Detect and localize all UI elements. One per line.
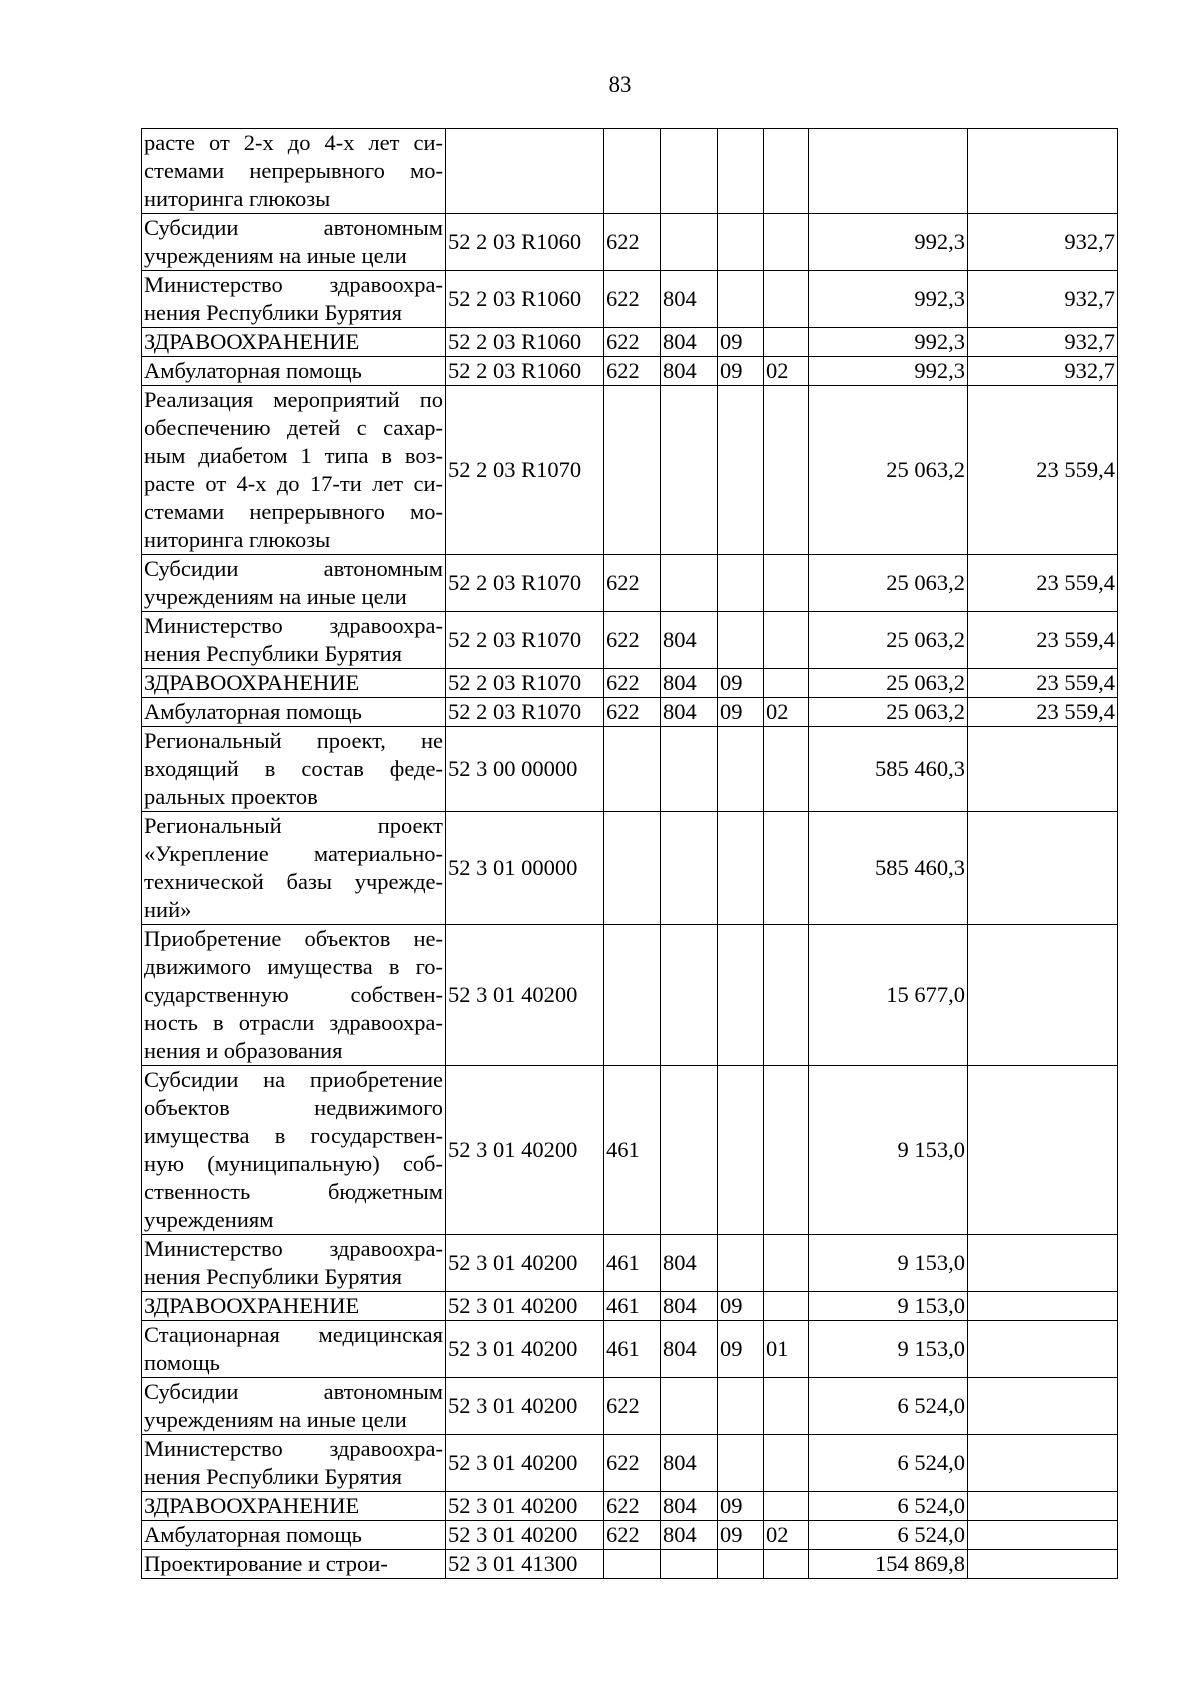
administrator-cell (661, 214, 718, 271)
table-row (142, 1550, 1118, 1579)
section-cell (718, 727, 764, 812)
section-cell: 09 (718, 1292, 764, 1321)
amount-year1-cell: 25 063,2 (809, 698, 968, 727)
item-name-line: ность в отрасли здравоохра- (144, 1010, 443, 1035)
item-name-cell (142, 328, 446, 357)
item-name-cell (142, 1435, 446, 1492)
item-name-line: ЗДРАВООХРАНЕНИЕ (144, 329, 360, 354)
expense-type-cell: 622 (604, 271, 661, 328)
item-name-cell (142, 357, 446, 386)
item-name-line: Субсидии автономным (144, 1379, 443, 1404)
expense-type-cell: 622 (604, 1378, 661, 1435)
administrator-cell: 804 (661, 669, 718, 698)
administrator-cell (661, 1378, 718, 1435)
administrator-cell: 804 (661, 612, 718, 669)
amount-year2-cell (968, 1321, 1118, 1378)
section-cell: 09 (718, 357, 764, 386)
table-row (142, 727, 1118, 812)
item-name-line: сударственную собствен- (144, 982, 443, 1007)
administrator-cell (661, 129, 718, 214)
expense-type-cell: 622 (604, 612, 661, 669)
amount-year1-cell: 25 063,2 (809, 386, 968, 555)
administrator-cell: 804 (661, 271, 718, 328)
item-name-cell (142, 812, 446, 925)
target-code-cell: 52 3 00 00000 (446, 727, 604, 812)
item-name-line: Проектирование и строи- (144, 1551, 388, 1576)
section-cell: 09 (718, 698, 764, 727)
amount-year1-cell: 25 063,2 (809, 669, 968, 698)
target-code-cell: 52 3 01 40200 (446, 1435, 604, 1492)
item-name-line: расте от 2-х до 4-х лет си- (144, 130, 443, 155)
item-name-line: Субсидии автономным (144, 215, 443, 240)
section-cell (718, 271, 764, 328)
item-name-cell (142, 1492, 446, 1521)
table-row (142, 129, 1118, 214)
item-name-cell (142, 612, 446, 669)
subsection-cell (764, 1492, 809, 1521)
subsection-cell (764, 612, 809, 669)
table-row (142, 214, 1118, 271)
item-name-line: Министерство здравоохра- (144, 613, 443, 638)
item-name-line: Приобретение объектов не- (144, 926, 443, 951)
expense-type-cell (604, 1550, 661, 1579)
subsection-cell (764, 555, 809, 612)
amount-year1-cell: 585 460,3 (809, 727, 968, 812)
table-row (142, 698, 1118, 727)
expense-type-cell: 622 (604, 328, 661, 357)
item-name-line: нения Республики Бурятия (144, 641, 403, 666)
item-name-line: нения и образования (144, 1038, 343, 1063)
item-name-line: Региональный проект (144, 813, 443, 838)
item-name-line: расте от 4-х до 17-ти лет си- (144, 471, 443, 496)
amount-year1-cell: 9 153,0 (809, 1292, 968, 1321)
amount-year1-cell: 992,3 (809, 214, 968, 271)
amount-year1-cell: 6 524,0 (809, 1521, 968, 1550)
item-name-line: учреждениям на иные цели (144, 584, 407, 609)
target-code-cell: 52 2 03 R1060 (446, 271, 604, 328)
subsection-cell (764, 1550, 809, 1579)
expense-type-cell: 622 (604, 214, 661, 271)
administrator-cell: 804 (661, 328, 718, 357)
administrator-cell: 804 (661, 1521, 718, 1550)
amount-year2-cell (968, 1235, 1118, 1292)
table-row (142, 1235, 1118, 1292)
item-name-cell (142, 1321, 446, 1378)
section-cell: 09 (718, 1521, 764, 1550)
subsection-cell (764, 925, 809, 1066)
item-name-line: Амбулаторная помощь (144, 358, 362, 383)
amount-year1-cell: 154 869,8 (809, 1550, 968, 1579)
item-name-cell (142, 271, 446, 328)
amount-year1-cell: 9 153,0 (809, 1235, 968, 1292)
amount-year1-cell: 9 153,0 (809, 1321, 968, 1378)
administrator-cell: 804 (661, 1292, 718, 1321)
expense-type-cell: 622 (604, 357, 661, 386)
administrator-cell (661, 386, 718, 555)
subsection-cell (764, 1066, 809, 1235)
expense-type-cell: 622 (604, 1492, 661, 1521)
section-cell (718, 214, 764, 271)
amount-year2-cell (968, 1066, 1118, 1235)
subsection-cell (764, 328, 809, 357)
table-row (142, 555, 1118, 612)
amount-year1-cell: 992,3 (809, 357, 968, 386)
item-name-cell (142, 925, 446, 1066)
amount-year1-cell: 585 460,3 (809, 812, 968, 925)
expense-type-cell: 461 (604, 1235, 661, 1292)
item-name-line: Субсидии автономным (144, 556, 443, 581)
item-name-cell (142, 555, 446, 612)
subsection-cell (764, 1435, 809, 1492)
subsection-cell: 01 (764, 1321, 809, 1378)
item-name-line: учреждениям на иные цели (144, 1407, 407, 1432)
amount-year1-cell: 6 524,0 (809, 1492, 968, 1521)
subsection-cell (764, 1378, 809, 1435)
section-cell (718, 1066, 764, 1235)
subsection-cell (764, 214, 809, 271)
amount-year2-cell (968, 129, 1118, 214)
target-code-cell: 52 2 03 R1060 (446, 214, 604, 271)
item-name-line: входящий в состав феде- (144, 756, 443, 781)
target-code-cell: 52 3 01 41300 (446, 1550, 604, 1579)
amount-year2-cell: 23 559,4 (968, 386, 1118, 555)
item-name-cell (142, 1292, 446, 1321)
section-cell (718, 386, 764, 555)
amount-year2-cell (968, 727, 1118, 812)
amount-year1-cell: 25 063,2 (809, 555, 968, 612)
item-name-line: ниторинга глюкозы (144, 186, 331, 211)
item-name-line: Амбулаторная помощь (144, 1522, 362, 1547)
amount-year2-cell: 23 559,4 (968, 669, 1118, 698)
subsection-cell (764, 727, 809, 812)
amount-year1-cell: 6 524,0 (809, 1435, 968, 1492)
target-code-cell: 52 3 01 40200 (446, 1378, 604, 1435)
item-name-cell (142, 1378, 446, 1435)
expense-type-cell: 622 (604, 555, 661, 612)
expense-type-cell: 622 (604, 669, 661, 698)
amount-year1-cell: 992,3 (809, 328, 968, 357)
item-name-line: Реализация мероприятий по (144, 387, 443, 412)
amount-year1-cell: 9 153,0 (809, 1066, 968, 1235)
amount-year1-cell: 25 063,2 (809, 612, 968, 669)
amount-year1-cell: 15 677,0 (809, 925, 968, 1066)
amount-year2-cell (968, 1521, 1118, 1550)
amount-year2-cell: 23 559,4 (968, 612, 1118, 669)
item-name-line: нения Республики Бурятия (144, 300, 403, 325)
section-cell: 09 (718, 1321, 764, 1378)
item-name-line: Министерство здравоохра- (144, 1436, 443, 1461)
item-name-line: стемами непрерывного мо- (144, 499, 443, 524)
target-code-cell (446, 129, 604, 214)
section-cell (718, 812, 764, 925)
item-name-line: объектов недвижимого (144, 1095, 443, 1120)
item-name-line: учреждениям (144, 1207, 274, 1232)
target-code-cell: 52 3 01 40200 (446, 1066, 604, 1235)
expense-type-cell: 622 (604, 1435, 661, 1492)
item-name-line: имущества в государствен- (144, 1123, 443, 1148)
item-name-line: ЗДРАВООХРАНЕНИЕ (144, 1493, 360, 1518)
item-name-line: обеспечению детей с сахар- (144, 415, 443, 440)
section-cell (718, 129, 764, 214)
table-row (142, 1066, 1118, 1235)
item-name-line: ЗДРАВООХРАНЕНИЕ (144, 1293, 360, 1318)
item-name-line: «Укрепление материально- (144, 841, 443, 866)
section-cell: 09 (718, 1492, 764, 1521)
item-name-line: ным диабетом 1 типа в воз- (144, 443, 443, 468)
administrator-cell (661, 1550, 718, 1579)
target-code-cell: 52 3 01 40200 (446, 1292, 604, 1321)
administrator-cell: 804 (661, 1435, 718, 1492)
expense-type-cell (604, 386, 661, 555)
item-name-cell (142, 1521, 446, 1550)
amount-year2-cell: 23 559,4 (968, 698, 1118, 727)
subsection-cell (764, 812, 809, 925)
subsection-cell (764, 669, 809, 698)
administrator-cell (661, 727, 718, 812)
amount-year2-cell (968, 1435, 1118, 1492)
table-row (142, 669, 1118, 698)
item-name-cell (142, 129, 446, 214)
item-name-cell (142, 727, 446, 812)
target-code-cell: 52 2 03 R1060 (446, 328, 604, 357)
amount-year1-cell: 992,3 (809, 271, 968, 328)
item-name-line: учреждениям на иные цели (144, 243, 407, 268)
expense-type-cell: 622 (604, 1521, 661, 1550)
budget-table (141, 128, 1118, 1579)
item-name-line: ний» (144, 897, 192, 922)
amount-year1-cell: 6 524,0 (809, 1378, 968, 1435)
item-name-line: Министерство здравоохра- (144, 272, 443, 297)
administrator-cell: 804 (661, 357, 718, 386)
amount-year2-cell (968, 925, 1118, 1066)
table-row (142, 328, 1118, 357)
item-name-cell (142, 386, 446, 555)
amount-year1-cell (809, 129, 968, 214)
target-code-cell: 52 2 03 R1070 (446, 698, 604, 727)
item-name-cell (142, 1550, 446, 1579)
item-name-line: технической базы учрежде- (144, 869, 443, 894)
table-row (142, 1292, 1118, 1321)
item-name-line: ниторинга глюкозы (144, 527, 331, 552)
item-name-cell (142, 698, 446, 727)
item-name-line: Министерство здравоохра- (144, 1236, 443, 1261)
target-code-cell: 52 3 01 40200 (446, 1492, 604, 1521)
section-cell (718, 555, 764, 612)
amount-year2-cell (968, 1550, 1118, 1579)
administrator-cell: 804 (661, 698, 718, 727)
table-body (142, 129, 1118, 1579)
section-cell (718, 1435, 764, 1492)
subsection-cell (764, 129, 809, 214)
subsection-cell: 02 (764, 698, 809, 727)
amount-year2-cell (968, 1378, 1118, 1435)
administrator-cell: 804 (661, 1235, 718, 1292)
item-name-line: Региональный проект, не (144, 728, 443, 753)
administrator-cell (661, 812, 718, 925)
item-name-line: ную (муниципальную) соб- (144, 1151, 443, 1176)
item-name-line: Амбулаторная помощь (144, 699, 362, 724)
section-cell (718, 1235, 764, 1292)
table-row (142, 812, 1118, 925)
section-cell: 09 (718, 669, 764, 698)
item-name-line: нения Республики Бурятия (144, 1464, 403, 1489)
item-name-line: ральных проектов (144, 784, 318, 809)
target-code-cell: 52 2 03 R1070 (446, 612, 604, 669)
administrator-cell: 804 (661, 1321, 718, 1378)
section-cell: 09 (718, 328, 764, 357)
amount-year2-cell (968, 1292, 1118, 1321)
page-number: 83 (608, 72, 632, 97)
amount-year2-cell: 932,7 (968, 271, 1118, 328)
table-row (142, 925, 1118, 1066)
table-row (142, 357, 1118, 386)
subsection-cell (764, 1292, 809, 1321)
item-name-line: нения Республики Бурятия (144, 1264, 403, 1289)
target-code-cell: 52 2 03 R1070 (446, 669, 604, 698)
subsection-cell: 02 (764, 1521, 809, 1550)
item-name-line: помощь (144, 1350, 220, 1375)
subsection-cell (764, 271, 809, 328)
expense-type-cell: 461 (604, 1292, 661, 1321)
section-cell (718, 1550, 764, 1579)
table-row (142, 1321, 1118, 1378)
amount-year2-cell: 932,7 (968, 328, 1118, 357)
amount-year2-cell (968, 1492, 1118, 1521)
target-code-cell: 52 3 01 40200 (446, 1235, 604, 1292)
expense-type-cell: 461 (604, 1321, 661, 1378)
section-cell (718, 1378, 764, 1435)
item-name-line: стемами непрерывного мо- (144, 158, 443, 183)
target-code-cell: 52 3 01 40200 (446, 1521, 604, 1550)
section-cell (718, 925, 764, 1066)
administrator-cell: 804 (661, 1492, 718, 1521)
target-code-cell: 52 3 01 40200 (446, 925, 604, 1066)
administrator-cell (661, 1066, 718, 1235)
item-name-line: Субсидии на приобретение (144, 1067, 443, 1092)
amount-year2-cell: 932,7 (968, 214, 1118, 271)
item-name-cell (142, 669, 446, 698)
table-row (142, 386, 1118, 555)
administrator-cell (661, 555, 718, 612)
section-cell (718, 612, 764, 669)
item-name-cell (142, 1066, 446, 1235)
expense-type-cell (604, 727, 661, 812)
expense-type-cell (604, 129, 661, 214)
item-name-cell (142, 1235, 446, 1292)
amount-year2-cell: 932,7 (968, 357, 1118, 386)
table-row (142, 1435, 1118, 1492)
amount-year2-cell: 23 559,4 (968, 555, 1118, 612)
target-code-cell: 52 2 03 R1070 (446, 555, 604, 612)
item-name-line: ственность бюджетным (144, 1179, 443, 1204)
administrator-cell (661, 925, 718, 1066)
subsection-cell (764, 1235, 809, 1292)
expense-type-cell (604, 812, 661, 925)
expense-type-cell (604, 925, 661, 1066)
item-name-line: ЗДРАВООХРАНЕНИЕ (144, 670, 360, 695)
target-code-cell: 52 2 03 R1060 (446, 357, 604, 386)
subsection-cell: 02 (764, 357, 809, 386)
item-name-line: движимого имущества в го- (144, 954, 443, 979)
amount-year2-cell (968, 812, 1118, 925)
target-code-cell: 52 3 01 40200 (446, 1321, 604, 1378)
table-row (142, 271, 1118, 328)
table-row (142, 1378, 1118, 1435)
expense-type-cell: 622 (604, 698, 661, 727)
table-row (142, 1492, 1118, 1521)
item-name-line: Стационарная медицинская (144, 1322, 443, 1347)
expense-type-cell: 461 (604, 1066, 661, 1235)
table-row (142, 1521, 1118, 1550)
item-name-cell (142, 214, 446, 271)
target-code-cell: 52 3 01 00000 (446, 812, 604, 925)
table-row (142, 612, 1118, 669)
target-code-cell: 52 2 03 R1070 (446, 386, 604, 555)
subsection-cell (764, 386, 809, 555)
